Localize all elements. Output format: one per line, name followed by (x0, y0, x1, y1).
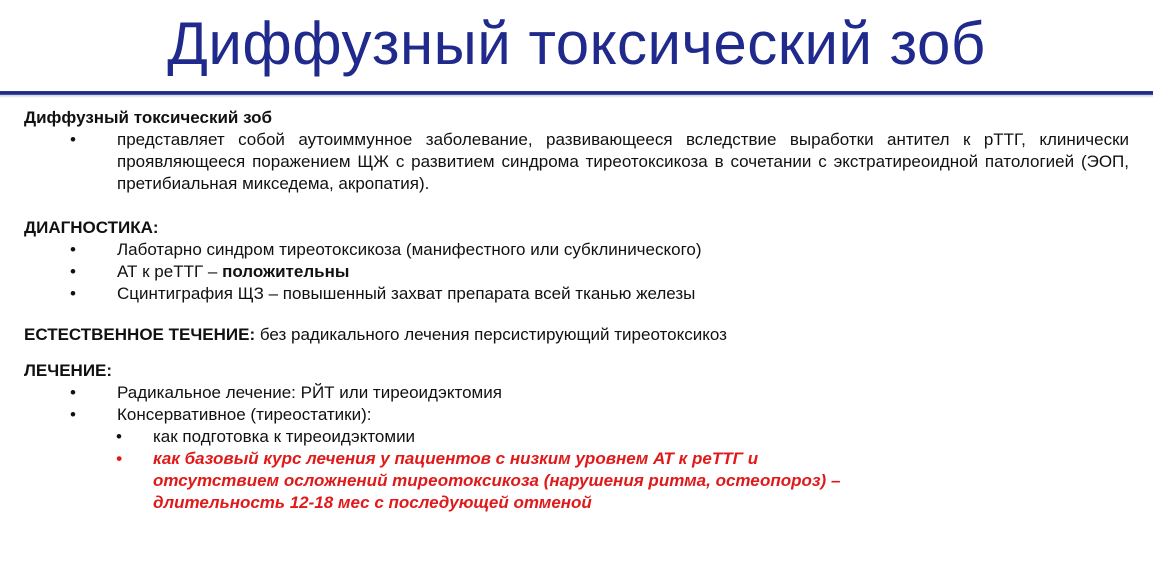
list-item (24, 426, 1129, 448)
definition-heading: Диффузный токсический зоб (24, 108, 273, 127)
slide-title: Диффузный токсический зоб (167, 10, 986, 77)
spacer (24, 346, 1129, 360)
diagnostics-item-text: АТ к реТТГ – (117, 262, 223, 281)
list-item (24, 261, 1129, 283)
definition-paragraph (24, 129, 1129, 195)
treatment-item-text: Радикальное лечение: РЙТ или тиреоидэктомия (117, 383, 502, 402)
list-item-highlighted (24, 448, 1129, 514)
highlight-line: длительность 12-18 мес с последующей отменой (153, 493, 592, 512)
slide-body (24, 107, 1129, 514)
natural-course-line (24, 324, 1129, 346)
treatment-heading: ЛЕЧЕНИЕ: (24, 361, 113, 380)
list-item (24, 404, 1129, 426)
list-item (24, 239, 1129, 261)
title-divider-shadow (0, 95, 1153, 98)
bullet-icon: • (70, 262, 76, 281)
bullet-icon: • (70, 383, 76, 402)
list-item (24, 283, 1129, 305)
highlight-line: отсутствием осложнений тиреотоксикоза (нарушения ритма, остеопороз) – (153, 471, 841, 490)
bullet-icon: • (116, 449, 122, 468)
bullet-icon: • (116, 427, 122, 446)
bullet-icon: • (70, 240, 76, 259)
spacer (24, 305, 1129, 324)
treatment-item-text: Консервативное (тиреостатики): (117, 405, 372, 424)
diagnostics-list (24, 239, 1129, 305)
diagnostics-item-text: Лаботарно синдром тиреотоксикоза (манифестного или субклинического) (117, 240, 702, 259)
bullet-icon: • (70, 130, 76, 149)
diagnostics-item-text: Сцинтиграфия ЩЗ – повышенный захват препарата всей тканью железы (117, 284, 696, 303)
natural-course-heading: ЕСТЕСТВЕННОЕ ТЕЧЕНИЕ: (24, 325, 256, 344)
natural-course-text: без радикального лечения персистирующий тиреотоксикоз (255, 325, 727, 344)
diagnostics-item-emphasis: положительны (222, 262, 350, 281)
treatment-subitem-text: как подготовка к тиреоидэктомии (153, 427, 416, 446)
spacer (24, 195, 1129, 217)
list-item (24, 382, 1129, 404)
bullet-icon: • (70, 284, 76, 303)
bullet-icon: • (70, 405, 76, 424)
diagnostics-heading: ДИАГНОСТИКА: (24, 218, 159, 237)
treatment-sublist (24, 426, 1129, 514)
highlight-line: как базовый курс лечения у пациентов с низким уровнем АТ к реТТГ и (153, 449, 759, 468)
definition-text: представляет собой аутоиммунное заболевание, развивающееся вследствие выработки антител к рТТГ, клинически проявляющееся поражением ЩЖ с развитием синдрома тиреотоксикоза в сочетании с экстратиреоидной патологией (ЭОП, претибиальная микседема, акропатия). (117, 130, 1129, 193)
treatment-list (24, 382, 1129, 426)
